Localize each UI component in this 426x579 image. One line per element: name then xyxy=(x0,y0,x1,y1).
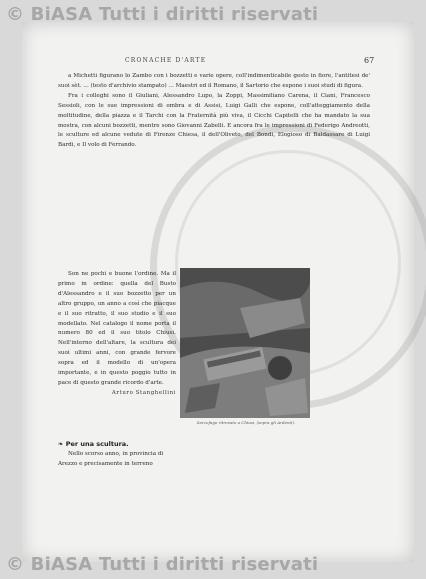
paragraph: Son ne pochi e buone l'ordine. Ma il primo in ordine: quella del Busto d'Alessandro e il suo bozzetto per un altro gruppo, un anno a così che piacque e il suo ritratto, il suo studio e il suo modellato. Nel catalogo il nome porta il numero 80 ed il suo titolo Chiusi. Nell'interno dell'altare, la scultura dei suoi ultimi anni, con grande fervore sopra ed il modello di un'opera importante, e in questo poggio tutto in pace di questo grande ricordo d'arte. xyxy=(58,271,176,386)
page-number: 67 xyxy=(364,56,375,65)
paragraph: Fra i colleghi sono il Giuliani, Alessandro Lupo, la Zoppi, Massimiliano Carena, il Ciani, Francesco Sessioli, con le sue impressioni di ombra e di Assisi, Luigi Galli che espone, coll'atteggiamento della moltitudine, della piazza e il Tarchi con la Fraternità più viva, il Cicchi Capitelli che ha mandato la sua mostra, con alcuni bozzetti, mentre sono Giovanni Zabelli. E ancora fra le impressioni di Federigo Andreotti, le sculture ed alcune vedute di Firenze Chiesa, il dell'Oliveto, del Bondi, Elogioso di Baldassare di Luigi Bardi, e Il volo di Ferrando. xyxy=(58,92,370,149)
photo-caption: Sarcofago ritrovato a Chiusi, (sopra gli Ardenti). xyxy=(196,420,296,425)
author-signature: Arturo Stanghellini xyxy=(111,389,176,396)
article-body-wrapped xyxy=(58,270,176,399)
paragraph: Nello scorso anno, in provincia di Arezzo e precisamente in terreno xyxy=(58,451,164,467)
paragraph: a Michetti figurano lo Zambo con i bozzetti e varie opere, coll'indimenticabile gesto in fiore, l'antitesi de' suoi sèt. ... (testo d'archivio stampato) ... Maestri ed il Romano, il Sartorio che espone i suoi studi di figura. xyxy=(58,73,370,89)
article-body xyxy=(58,72,370,151)
running-head: CRONACHE D'ARTE xyxy=(125,57,207,64)
sarcophagus-photo xyxy=(180,268,310,418)
photo-illustration xyxy=(180,268,310,418)
section-bullet-icon: ❧ xyxy=(58,440,66,448)
watermark-bottom: © BiASA Tutti i diritti riservati xyxy=(6,554,319,575)
watermark-top: © BiASA Tutti i diritti riservati xyxy=(6,4,319,25)
section-body xyxy=(58,450,180,470)
section-title: Per una scultura. xyxy=(65,440,129,448)
section-heading xyxy=(58,440,129,448)
